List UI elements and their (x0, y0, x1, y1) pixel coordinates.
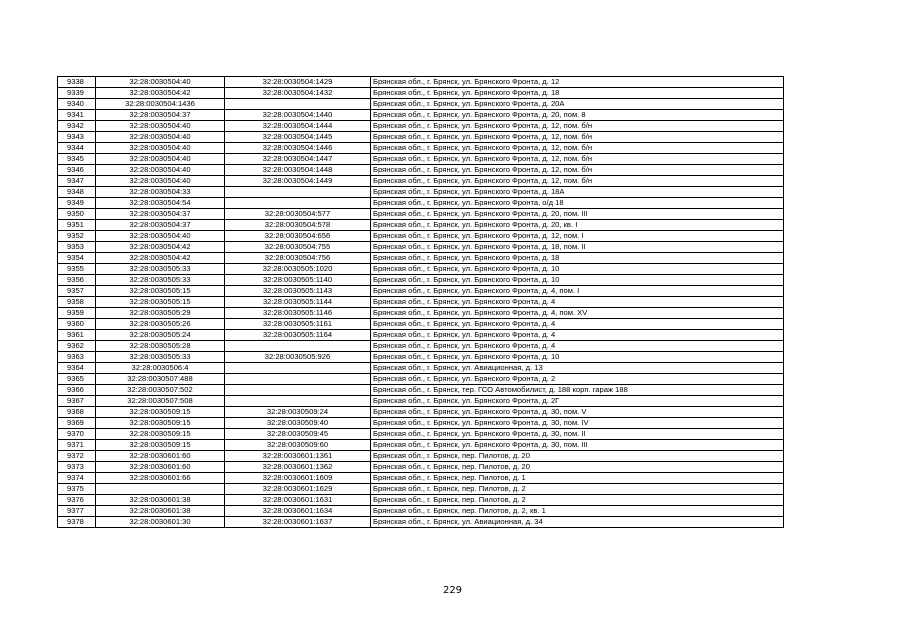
row-number-cell: 9346 (58, 165, 96, 176)
row-number-cell: 9377 (58, 506, 96, 517)
row-number-cell: 9339 (58, 88, 96, 99)
land-parcel-number-cell: 32:28:0030601:60 (96, 462, 225, 473)
object-number-cell: 32:28:0030505:1143 (225, 286, 371, 297)
page-number: 229 (442, 585, 463, 596)
object-number-cell: 32:28:0030601:1634 (225, 506, 371, 517)
row-number-cell: 9344 (58, 143, 96, 154)
land-parcel-number-cell: 32:28:0030504:42 (96, 253, 225, 264)
address-cell: Брянская обл., г. Брянск, ул. Брянского Фронта, д. 2Г (371, 396, 784, 407)
table-row (58, 451, 784, 462)
address-cell: Брянская обл., г. Брянск, ул. Брянского Фронта, д. 12, пом. б/н (371, 154, 784, 165)
land-parcel-number-cell: 32:28:0030509:15 (96, 429, 225, 440)
land-parcel-number-cell: 32:28:0030504:40 (96, 121, 225, 132)
table-row (58, 352, 784, 363)
table-row (58, 264, 784, 275)
land-parcel-number-cell: 32:28:0030509:15 (96, 418, 225, 429)
address-cell: Брянская обл., г. Брянск, ул. Брянского Фронта, д. 20, пом. III (371, 209, 784, 220)
table-row (58, 363, 784, 374)
row-number-cell: 9376 (58, 495, 96, 506)
row-number-cell: 9364 (58, 363, 96, 374)
object-number-cell: 32:28:0030505:1161 (225, 319, 371, 330)
row-number-cell: 9373 (58, 462, 96, 473)
object-number-cell: 32:28:0030601:1637 (225, 517, 371, 528)
object-number-cell: 32:28:0030504:656 (225, 231, 371, 242)
table-row (58, 319, 784, 330)
object-number-cell: 32:28:0030504:578 (225, 220, 371, 231)
row-number-cell: 9354 (58, 253, 96, 264)
land-parcel-number-cell: 32:28:0030504:40 (96, 77, 225, 88)
object-number-cell: 32:28:0030505:1140 (225, 275, 371, 286)
object-number-cell: 32:28:0030505:1164 (225, 330, 371, 341)
object-number-cell (225, 385, 371, 396)
address-cell: Брянская обл., г. Брянск, ул. Брянского Фронта, д. 30, пом. V (371, 407, 784, 418)
object-number-cell: 32:28:0030601:1631 (225, 495, 371, 506)
address-cell: Брянская обл., г. Брянск, ул. Брянского Фронта, д. 30, пом. II (371, 429, 784, 440)
object-number-cell: 32:28:0030504:1446 (225, 143, 371, 154)
address-cell: Брянская обл., г. Брянск, ул. Брянского Фронта, д. 12, пом. б/н (371, 176, 784, 187)
address-cell: Брянская обл., г. Брянск, ул. Брянского Фронта, д. 4 (371, 341, 784, 352)
land-parcel-number-cell: 32:28:0030504:40 (96, 231, 225, 242)
row-number-cell: 9361 (58, 330, 96, 341)
object-number-cell: 32:28:0030601:1609 (225, 473, 371, 484)
land-parcel-number-cell: 32:28:0030507:508 (96, 396, 225, 407)
row-number-cell: 9347 (58, 176, 96, 187)
land-parcel-number-cell: 32:28:0030601:38 (96, 506, 225, 517)
table-row (58, 176, 784, 187)
land-parcel-number-cell: 32:28:0030504:33 (96, 187, 225, 198)
row-number-cell: 9351 (58, 220, 96, 231)
table-row (58, 429, 784, 440)
table-row (58, 165, 784, 176)
object-number-cell: 32:28:0030509:45 (225, 429, 371, 440)
address-cell: Брянская обл., г. Брянск, ул. Брянского Фронта, д. 12, пом. б/н (371, 132, 784, 143)
table-row (58, 242, 784, 253)
land-parcel-number-cell: 32:28:0030601:38 (96, 495, 225, 506)
land-parcel-number-cell: 32:28:0030505:15 (96, 297, 225, 308)
row-number-cell: 9341 (58, 110, 96, 121)
land-parcel-number-cell: 32:28:0030505:28 (96, 341, 225, 352)
row-number-cell: 9378 (58, 517, 96, 528)
row-number-cell: 9374 (58, 473, 96, 484)
row-number-cell: 9345 (58, 154, 96, 165)
table-row (58, 110, 784, 121)
table-row (58, 77, 784, 88)
land-parcel-number-cell: 32:28:0030506:4 (96, 363, 225, 374)
land-parcel-number-cell: 32:28:0030509:15 (96, 440, 225, 451)
address-cell: Брянская обл., г. Брянск, ул. Авиационная, д. 34 (371, 517, 784, 528)
object-number-cell: 32:28:0030601:1362 (225, 462, 371, 473)
table-row (58, 473, 784, 484)
address-cell: Брянская обл., г. Брянск, ул. Брянского Фронта, д. 18 (371, 88, 784, 99)
object-number-cell: 32:28:0030504:1444 (225, 121, 371, 132)
address-cell: Брянская обл., г. Брянск, ул. Брянского Фронта, о/д 18 (371, 198, 784, 209)
address-cell: Брянская обл., г. Брянск, ул. Авиационная, д. 13 (371, 363, 784, 374)
land-parcel-number-cell: 32:28:0030504:42 (96, 88, 225, 99)
land-parcel-number-cell: 32:28:0030505:33 (96, 264, 225, 275)
table-row (58, 253, 784, 264)
table-row (58, 341, 784, 352)
land-parcel-number-cell: 32:28:0030505:29 (96, 308, 225, 319)
address-cell: Брянская обл., г. Брянск, пер. Пилотов, д. 20 (371, 462, 784, 473)
object-number-cell: 32:28:0030504:1447 (225, 154, 371, 165)
object-number-cell: 32:28:0030504:1448 (225, 165, 371, 176)
land-parcel-number-cell: 32:28:0030505:15 (96, 286, 225, 297)
land-parcel-number-cell: 32:28:0030504:54 (96, 198, 225, 209)
address-cell: Брянская обл., г. Брянск, пер. Пилотов, д. 2, кв. 1 (371, 506, 784, 517)
object-number-cell (225, 187, 371, 198)
table-row (58, 484, 784, 495)
address-cell: Брянская обл., г. Брянск, ул. Брянского Фронта, д. 18, пом. II (371, 242, 784, 253)
object-number-cell: 32:28:0030504:1449 (225, 176, 371, 187)
address-cell: Брянская обл., г. Брянск, ул. Брянского Фронта, д. 4 (371, 319, 784, 330)
object-number-cell (225, 374, 371, 385)
address-cell: Брянская обл., г. Брянск, ул. Брянского Фронта, д. 12, пом. б/н (371, 121, 784, 132)
table-row (58, 374, 784, 385)
row-number-cell: 9338 (58, 77, 96, 88)
table-row (58, 121, 784, 132)
table-row (58, 209, 784, 220)
row-number-cell: 9350 (58, 209, 96, 220)
table-row (58, 440, 784, 451)
address-cell: Брянская обл., г. Брянск, пер. Пилотов, д. 2 (371, 484, 784, 495)
object-number-cell: 32:28:0030601:1361 (225, 451, 371, 462)
object-number-cell: 32:28:0030504:1440 (225, 110, 371, 121)
land-parcel-number-cell: 32:28:0030504:1436 (96, 99, 225, 110)
land-parcel-number-cell: 32:28:0030505:33 (96, 275, 225, 286)
row-number-cell: 9370 (58, 429, 96, 440)
address-cell: Брянская обл., г. Брянск, ул. Брянского Фронта, д. 30, пом. IV (371, 418, 784, 429)
object-number-cell (225, 363, 371, 374)
table-row (58, 407, 784, 418)
address-cell: Брянская обл., г. Брянск, ул. Брянского Фронта, д. 4 (371, 330, 784, 341)
table-row (58, 220, 784, 231)
object-number-cell (225, 341, 371, 352)
row-number-cell: 9375 (58, 484, 96, 495)
address-cell: Брянская обл., г. Брянск, ул. Брянского Фронта, д. 2 (371, 374, 784, 385)
row-number-cell: 9359 (58, 308, 96, 319)
object-number-cell: 32:28:0030601:1629 (225, 484, 371, 495)
land-parcel-number-cell: 32:28:0030507:502 (96, 385, 225, 396)
table-row (58, 286, 784, 297)
address-cell: Брянская обл., г. Брянск, ул. Брянского Фронта, д. 12 (371, 77, 784, 88)
address-cell: Брянская обл., г. Брянск, ул. Брянского Фронта, д. 12, пом. I (371, 231, 784, 242)
table-row (58, 385, 784, 396)
address-cell: Брянская обл., г. Брянск, пер. Пилотов, д. 2 (371, 495, 784, 506)
address-cell: Брянская обл., г. Брянск, ул. Брянского Фронта, д. 30, пом. III (371, 440, 784, 451)
row-number-cell: 9342 (58, 121, 96, 132)
land-parcel-number-cell: 32:28:0030505:33 (96, 352, 225, 363)
table-row (58, 143, 784, 154)
row-number-cell: 9357 (58, 286, 96, 297)
table-body (58, 77, 784, 528)
table-row (58, 198, 784, 209)
row-number-cell: 9340 (58, 99, 96, 110)
row-number-cell: 9366 (58, 385, 96, 396)
cadastral-table (57, 76, 784, 528)
row-number-cell: 9353 (58, 242, 96, 253)
object-number-cell (225, 99, 371, 110)
land-parcel-number-cell: 32:28:0030505:26 (96, 319, 225, 330)
row-number-cell: 9352 (58, 231, 96, 242)
object-number-cell: 32:28:0030505:926 (225, 352, 371, 363)
object-number-cell: 32:28:0030509:60 (225, 440, 371, 451)
row-number-cell: 9343 (58, 132, 96, 143)
table-row (58, 187, 784, 198)
table-row (58, 297, 784, 308)
object-number-cell: 32:28:0030504:756 (225, 253, 371, 264)
address-cell: Брянская обл., г. Брянск, ул. Брянского Фронта, д. 20, кв. I (371, 220, 784, 231)
table-row (58, 517, 784, 528)
object-number-cell (225, 198, 371, 209)
address-cell: Брянская обл., г. Брянск, ул. Брянского Фронта, д. 4, пом. XV (371, 308, 784, 319)
land-parcel-number-cell: 32:28:0030504:42 (96, 242, 225, 253)
land-parcel-number-cell: 32:28:0030504:37 (96, 220, 225, 231)
row-number-cell: 9358 (58, 297, 96, 308)
land-parcel-number-cell: 32:28:0030504:40 (96, 176, 225, 187)
object-number-cell: 32:28:0030504:1429 (225, 77, 371, 88)
address-cell: Брянская обл., г. Брянск, ул. Брянского Фронта, д. 20, пом. 8 (371, 110, 784, 121)
object-number-cell: 32:28:0030505:1144 (225, 297, 371, 308)
object-number-cell: 32:28:0030509:24 (225, 407, 371, 418)
land-parcel-number-cell: 32:28:0030509:15 (96, 407, 225, 418)
row-number-cell: 9356 (58, 275, 96, 286)
row-number-cell: 9348 (58, 187, 96, 198)
address-cell: Брянская обл., г. Брянск, ул. Брянского Фронта, д. 20А (371, 99, 784, 110)
land-parcel-number-cell (96, 484, 225, 495)
address-cell: Брянская обл., г. Брянск, тер. ГСО Автомобилист, д. 188 корп. гараж 188 (371, 385, 784, 396)
row-number-cell: 9365 (58, 374, 96, 385)
row-number-cell: 9371 (58, 440, 96, 451)
land-parcel-number-cell: 32:28:0030601:30 (96, 517, 225, 528)
object-number-cell: 32:28:0030504:1445 (225, 132, 371, 143)
table-row (58, 506, 784, 517)
table-row (58, 99, 784, 110)
address-cell: Брянская обл., г. Брянск, ул. Брянского Фронта, д. 10 (371, 264, 784, 275)
land-parcel-number-cell: 32:28:0030504:40 (96, 143, 225, 154)
row-number-cell: 9369 (58, 418, 96, 429)
table-row (58, 418, 784, 429)
row-number-cell: 9363 (58, 352, 96, 363)
object-number-cell: 32:28:0030505:1020 (225, 264, 371, 275)
address-cell: Брянская обл., г. Брянск, ул. Брянского Фронта, д. 12, пом. б/н (371, 143, 784, 154)
table-row (58, 88, 784, 99)
land-parcel-number-cell: 32:28:0030504:40 (96, 132, 225, 143)
row-number-cell: 9362 (58, 341, 96, 352)
object-number-cell: 32:28:0030504:755 (225, 242, 371, 253)
row-number-cell: 9360 (58, 319, 96, 330)
land-parcel-number-cell: 32:28:0030504:40 (96, 154, 225, 165)
table-row (58, 308, 784, 319)
address-cell: Брянская обл., г. Брянск, ул. Брянского Фронта, д. 4, пом. I (371, 286, 784, 297)
land-parcel-number-cell: 32:28:0030504:37 (96, 110, 225, 121)
object-number-cell: 32:28:0030509:40 (225, 418, 371, 429)
row-number-cell: 9355 (58, 264, 96, 275)
address-cell: Брянская обл., г. Брянск, ул. Брянского Фронта, д. 18А (371, 187, 784, 198)
row-number-cell: 9372 (58, 451, 96, 462)
table-row (58, 154, 784, 165)
row-number-cell: 9367 (58, 396, 96, 407)
table-row (58, 462, 784, 473)
object-number-cell: 32:28:0030504:1432 (225, 88, 371, 99)
table-row (58, 396, 784, 407)
address-cell: Брянская обл., г. Брянск, пер. Пилотов, д. 20 (371, 451, 784, 462)
table-row (58, 495, 784, 506)
table-row (58, 231, 784, 242)
address-cell: Брянская обл., г. Брянск, ул. Брянского Фронта, д. 10 (371, 275, 784, 286)
row-number-cell: 9368 (58, 407, 96, 418)
object-number-cell: 32:28:0030505:1146 (225, 308, 371, 319)
land-parcel-number-cell: 32:28:0030507:488 (96, 374, 225, 385)
row-number-cell: 9349 (58, 198, 96, 209)
land-parcel-number-cell: 32:28:0030504:37 (96, 209, 225, 220)
land-parcel-number-cell: 32:28:0030504:40 (96, 165, 225, 176)
table-row (58, 132, 784, 143)
land-parcel-number-cell: 32:28:0030601:66 (96, 473, 225, 484)
land-parcel-number-cell: 32:28:0030601:60 (96, 451, 225, 462)
address-cell: Брянская обл., г. Брянск, пер. Пилотов, д. 1 (371, 473, 784, 484)
address-cell: Брянская обл., г. Брянск, ул. Брянского Фронта, д. 12, пом. б/н (371, 165, 784, 176)
address-cell: Брянская обл., г. Брянск, ул. Брянского Фронта, д. 10 (371, 352, 784, 363)
object-number-cell (225, 396, 371, 407)
land-parcel-number-cell: 32:28:0030505:24 (96, 330, 225, 341)
object-number-cell: 32:28:0030504:577 (225, 209, 371, 220)
address-cell: Брянская обл., г. Брянск, ул. Брянского Фронта, д. 18 (371, 253, 784, 264)
table-row (58, 275, 784, 286)
address-cell: Брянская обл., г. Брянск, ул. Брянского Фронта, д. 4 (371, 297, 784, 308)
table-row (58, 330, 784, 341)
